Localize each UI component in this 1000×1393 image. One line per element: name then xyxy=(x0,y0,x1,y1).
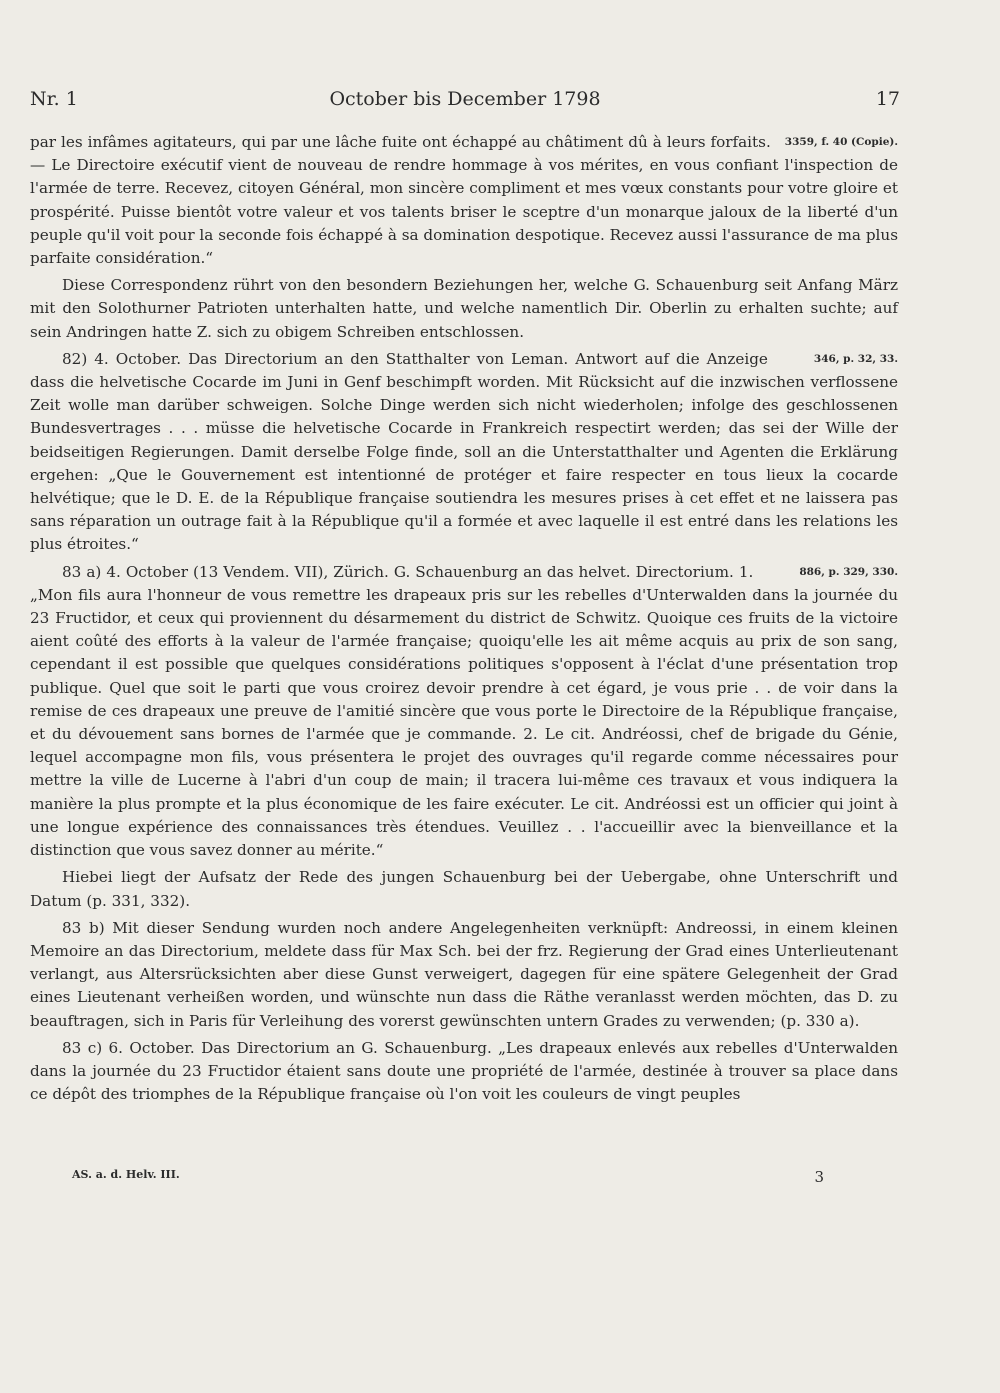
paragraph-text: Diese Correspondenz rührt von den besondern Beziehungen her, welche G. Schauenburg seit Anfang März mit den Solothurner Patrioten unterhalten hatte, und welche namentlich Dir. Oberlin zu erhalten suchte; auf sein Andringen hatte Z. sich zu obigem Schreiben entschlossen. xyxy=(30,276,898,341)
paragraph-text: 83 b) Mit dieser Sendung wurden noch andere Angelegenheiten verknüpft: Andreossi, in einem kleinen Memoire an das Directorium, meldete dass für Max Sch. bei der frz. Regierung der Grad eines Unterlieutenant verlangt, aus Altersrücksichten aber diese Gunst verweigert, dagegen für eine spätere Gelegenheit der Grad eines Lieutenant verheißen worden, und wünschte nun dass die Räthe veranlasst werden möchten, das D. zu beauftragen, sich in Paris für Verleihung des vorerst gewünschten untern Grades zu verwenden; (p. 330 a). xyxy=(30,918,898,1030)
archive-reference: 3359, f. 40 (Copie). xyxy=(784,136,898,148)
source-signature: AS. a. d. Helv. III. xyxy=(72,1168,180,1181)
document-number: Nr. 1 xyxy=(30,88,78,110)
paragraph-continuation xyxy=(30,131,898,270)
paragraph-text: Hiebei liegt der Aufsatz der Rede des jungen Schauenburg bei der Uebergabe, ohne Unterschrift und Datum (p. 331, 332). xyxy=(30,868,898,910)
paragraph-entry-83a xyxy=(30,561,898,863)
page-footer xyxy=(72,1168,824,1186)
running-title: October bis December 1798 xyxy=(329,88,601,110)
page-header xyxy=(30,88,900,118)
paragraph-note xyxy=(30,866,898,912)
page-body xyxy=(30,131,898,1110)
sheet-number: 3 xyxy=(814,1168,824,1186)
archive-reference: 886, p. 329, 330. xyxy=(799,565,898,578)
paragraph-text: 83 c) 6. October. Das Directorium an G. Schauenburg. „Les drapeaux enlevés aux rebelles d'Unterwalden dans la journée du 23 Fructidor étaient sans doute une propriété de l'armée, destinée à trouver sa place dans ce dépôt des triomphes de la République française où l'on voit les couleurs de vingt peuples xyxy=(30,1038,898,1104)
archive-reference: 346, p. 32, 33. xyxy=(813,352,898,365)
paragraph-entry-82 xyxy=(30,348,898,557)
paragraph-text: 83 a) 4. October (13 Vendem. VII), Zürich. G. Schauenburg an das helvet. Directorium. 1. „Mon fils aura l'honneur de vous remettre les drapeaux pris sur les rebelles d'Unterwalden dans la journée du 23 Fructidor, et ceux qui proviennent du désarmement du district de Schwitz. Quoique ces fruits de la victoire aient coûté des efforts à la valeur de l'armée française; quoiqu'elle les ait même acquis au prix de son sang, cependant il est possible que quelques considérations politiques s'opposent à l'éclat d'une présentation trop publique. Quel que soit le parti que vous croirez devoir prendre à cet égard, je vous prie . . de voir dans la remise de ces drapeaux une preuve de l'amitié sincère que vous porte le Directoire de la République française, et du dévouement sans bornes de l'armée que je commande. 2. Le cit. Andréossi, chef de brigade du Génie, lequel accompagne mon fils, vous présentera le projet des ouvrages qu'il regarde comme nécessaires pour mettre la ville de Lucerne à l'abri d'un coup de main; il tracera lui-même ces travaux et vous indiquera la manière la plus prompte et la plus économique de les faire exécuter. Le cit. Andréossi est un officier qui joint à une longue expérience des connaissances très étendues. Veuillez . . l'accueillir avec la bienveillance et la distinction que vous savez donner au mérite.“ xyxy=(30,562,898,860)
page-number: 17 xyxy=(875,88,900,110)
paragraph-entry-83c xyxy=(30,1037,898,1107)
paragraph-entry-83b xyxy=(30,917,898,1033)
paragraph-text: 82) 4. October. Das Directorium an den Statthalter von Leman. Antwort auf die Anzeige dass die helvetische Cocarde im Juni in Genf beschimpft worden. Mit Rücksicht auf die inzwischen verflossene Zeit wolle man darüber schweigen. Solche Dinge werden sich nicht wiederholen; infolge des geschlossenen Bundesvertrages . . . müsse die helvetische Cocarde in Frankreich respectirt werden; das sei der Wille der beidseitigen Regierungen. Damit derselbe Folge finde, soll an die Unterstatthalter und Agenten die Erklärung ergehen: „Que le Gouvernement est intentionné de protéger et faire respecter en tous lieux la cocarde helvétique; que le D. E. de la République française soutiendra les mesures prises à cet effet et ne laissera pas sans réparation un outrage fait à la République qu'il a formée et avec laquelle il est entré dans les relations les plus étroites.“ xyxy=(30,349,898,554)
paragraph-text: par les infâmes agitateurs, qui par une lâche fuite ont échappé au châtiment dû à leurs forfaits. — Le Directoire exécutif vient de nouveau de rendre hommage à vos mérites, en vous confiant l'inspection de l'armée de terre. Recevez, citoyen Général, mon sincère compliment et mes vœux constants pour votre gloire et prospérité. Puisse bientôt votre valeur et vos talents briser le sceptre d'un monarque jaloux de la liberté d'un peuple qu'il voit pour la seconde fois échappé à sa domination despotique. Recevez aussi l'assurance de ma plus parfaite considération.“ xyxy=(30,133,898,268)
paragraph-note xyxy=(30,274,898,344)
